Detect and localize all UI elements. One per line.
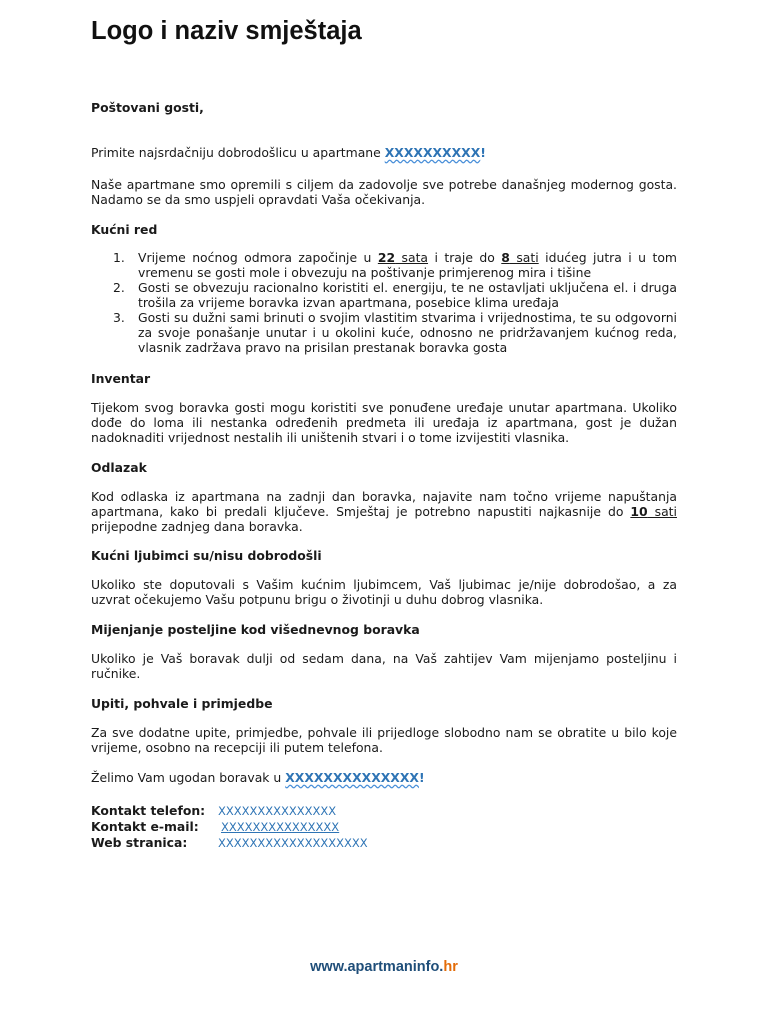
web-value: XXXXXXXXXXXXXXXXXXX <box>218 836 368 850</box>
house-rule-item <box>91 280 677 310</box>
inquiries-heading: Upiti, pohvale i primjedbe <box>91 696 273 711</box>
house-rule-item <box>91 310 677 355</box>
night-start-hour <box>378 250 428 265</box>
list-number: 3. <box>113 310 125 325</box>
inquiries-paragraph: Za sve dodatne upite, primjedbe, pohvale ili prijedloge slobodno nam se obratite u bilo koje vrijeme, osobno na recepciji ili putem telefona. <box>91 725 677 755</box>
accommodation-name-placeholder: XXXXXXXXXX <box>384 145 481 160</box>
closing-name-placeholder: XXXXXXXXXXXXXX <box>285 770 419 785</box>
welcome-paragraph <box>91 145 677 160</box>
phone-value: XXXXXXXXXXXXXXX <box>218 804 337 818</box>
list-number: 1. <box>113 250 125 265</box>
rule-text: Vrijeme noćnog odmora započinje u <box>138 250 378 265</box>
departure-text-end: prijepodne zadnjeg dana boravka. <box>91 519 303 534</box>
footer-website-link[interactable] <box>0 959 768 975</box>
checkout-unit: sati <box>647 504 677 519</box>
closing-paragraph <box>91 770 677 785</box>
checkout-hour <box>630 504 677 519</box>
pets-heading: Kućni ljubimci su/nisu dobrodošli <box>91 548 322 563</box>
footer-domain: www.apartmaninfo. <box>310 959 444 975</box>
list-number: 2. <box>113 280 125 295</box>
checkout-value: 10 <box>630 504 648 519</box>
rule-text: Gosti se obvezuju racionalno koristiti el. energiju, te ne ostavljati uključena el. i druga trošila za vrijeme boravka izvan apartmana, posebice klima uređaja <box>138 280 677 310</box>
email-label: Kontakt e-mail: <box>91 819 199 834</box>
phone-label: Kontakt telefon: <box>91 803 206 818</box>
house-rules-heading: Kućni red <box>91 222 158 237</box>
departure-heading: Odlazak <box>91 460 147 475</box>
welcome-exclamation: ! <box>480 145 486 160</box>
house-rule-item <box>91 250 677 280</box>
closing-text: Želimo Vam ugodan boravak u <box>91 770 286 785</box>
night-end-unit: sati <box>509 250 539 265</box>
pets-paragraph: Ukoliko ste doputovali s Vašim kućnim ljubimcem, Vaš ljubimac je/nije dobrodošao, a za uzvrat očekujemo Vašu potpunu brigu o životinji u duhu dobrog vlasnika. <box>91 577 677 607</box>
linen-paragraph: Ukoliko je Vaš boravak dulji od sedam dana, na Vaš zahtijev Vam mijenjamo posteljinu i ručnike. <box>91 651 677 681</box>
web-label: Web stranica: <box>91 835 188 850</box>
page-title: Logo i naziv smještaja <box>91 17 362 45</box>
rule-text: i traje do <box>428 250 502 265</box>
intro-paragraph: Naše apartmane smo opremili s ciljem da zadovolje sve potrebe današnjeg modernog gosta. Nadamo se da smo uspjeli opravdati Vaša očekivanja. <box>91 177 677 207</box>
linen-heading: Mijenjanje posteljine kod višednevnog boravka <box>91 622 420 637</box>
night-start-unit: sata <box>395 250 429 265</box>
departure-paragraph <box>91 489 677 534</box>
welcome-text: Primite najsrdačniju dobrodošlicu u apartmane <box>91 145 385 160</box>
night-end-value: 8 <box>501 250 510 265</box>
rule-text: idućeg jutra i u tom vremenu se gosti mole i obvezuju na poštivanje primjerenog mira i tišine <box>138 250 677 280</box>
footer-tld: hr <box>443 959 458 975</box>
greeting: Poštovani gosti, <box>91 100 204 115</box>
night-end-hour <box>501 250 538 265</box>
email-link[interactable]: XXXXXXXXXXXXXXX <box>221 820 340 834</box>
inventory-heading: Inventar <box>91 371 151 386</box>
night-start-value: 22 <box>377 250 396 265</box>
inventory-paragraph: Tijekom svog boravka gosti mogu koristiti sve ponuđene uređaje unutar apartmana. Ukoliko dođe do loma ili nestanka određenih predmeta ili uređaja iz apartmana, gost je dužan nadoknaditi vrijednost nestalih ili uništenih stvari i o tome izvijestiti vlasnika. <box>91 400 677 445</box>
rule-text: Gosti su dužni sami brinuti o svojim vlastitim stvarima i vrijednostima, te su odgovorni za svoje ponašanje unutar i u okolini kuće, odnosno ne pridržavanjem kućnog reda, vlasnik zadržava pravo na prisilan prestanak boravka gosta <box>138 310 677 355</box>
house-rules-list <box>91 250 677 355</box>
departure-text: Kod odlaska iz apartmana na zadnji dan boravka, najavite nam točno vrijeme napuštanja apartmana, kako bi predali ključeve. Smještaj je potrebno napustiti najkasnije do <box>91 489 677 519</box>
closing-exclamation: ! <box>418 770 425 785</box>
